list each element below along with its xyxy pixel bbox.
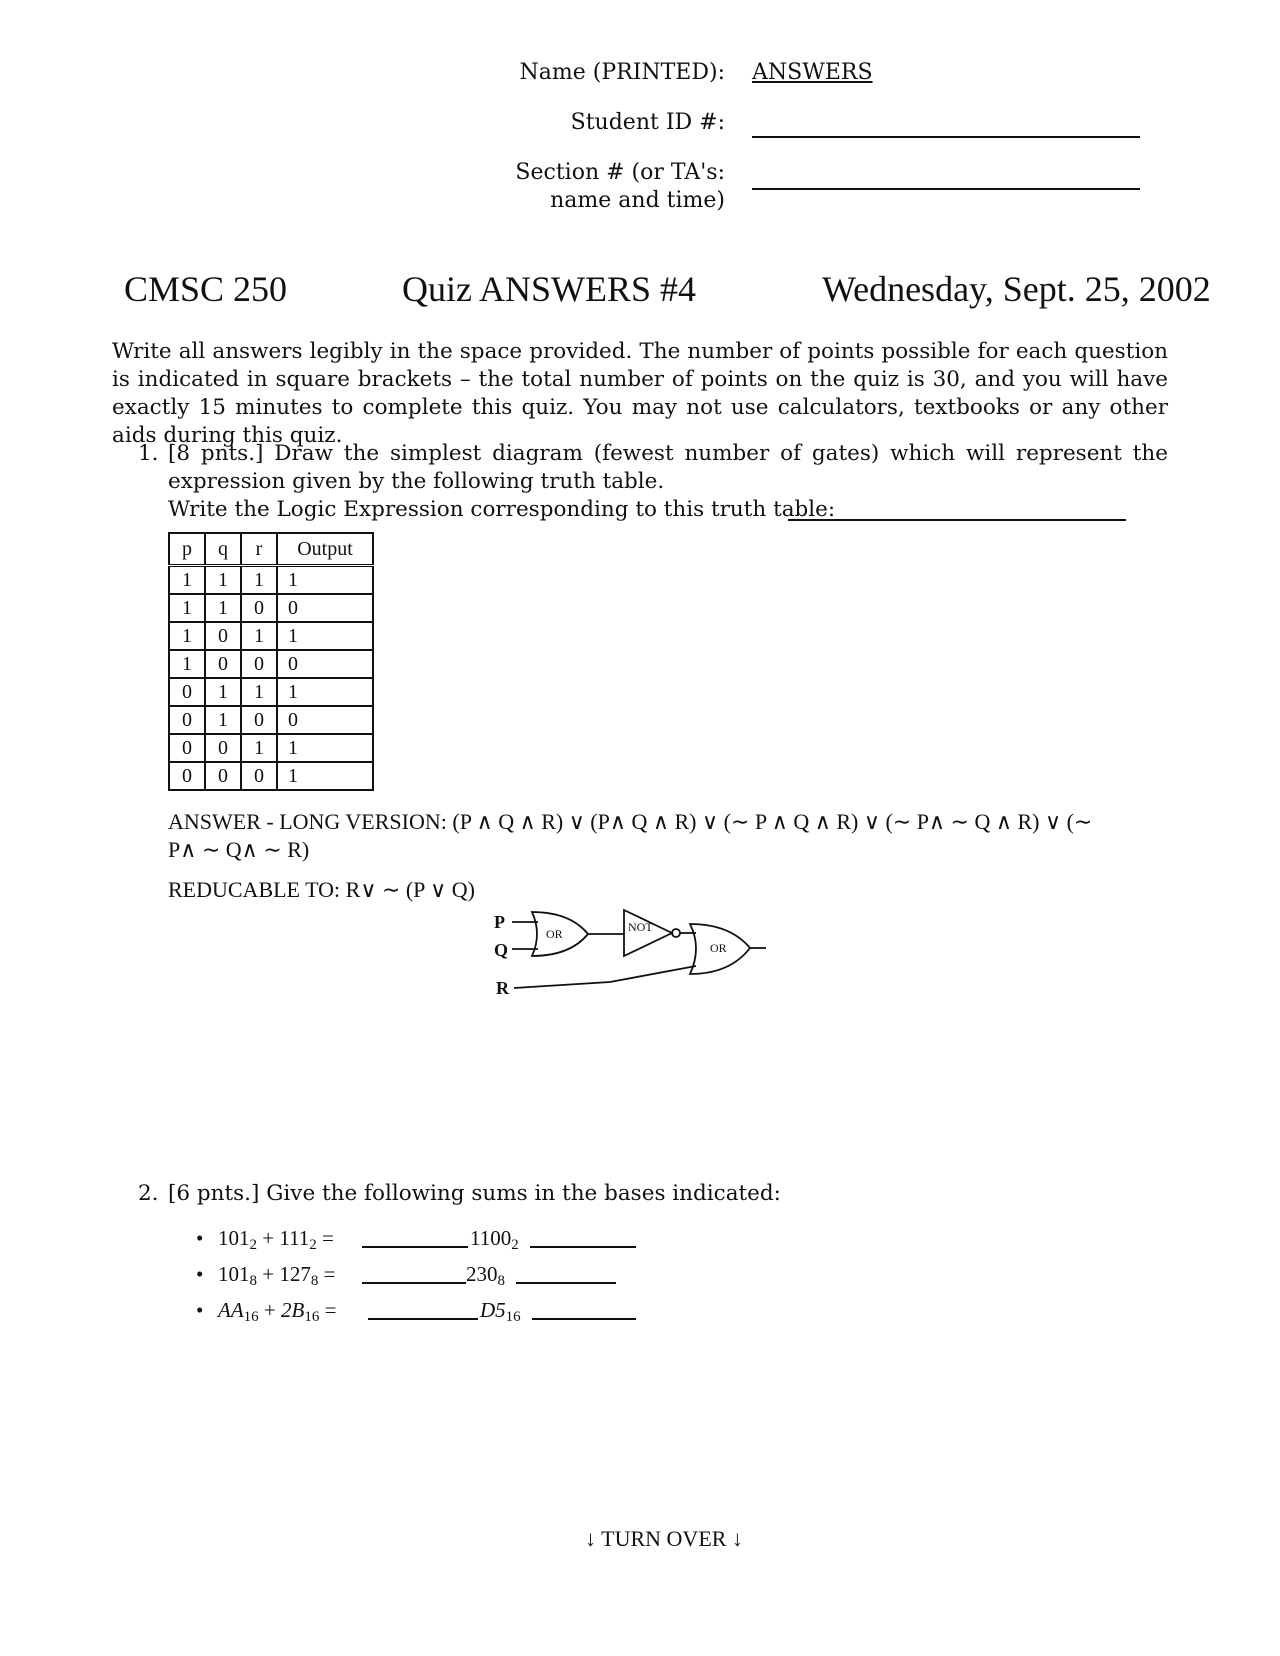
operand-a-base: 2: [249, 1237, 257, 1253]
cell: 1: [205, 678, 241, 706]
cell: 0: [205, 734, 241, 762]
input-q-label: Q: [494, 940, 509, 960]
gate2-label: NOT: [628, 920, 653, 934]
cell: 1: [277, 622, 373, 650]
operator: +: [262, 1226, 275, 1250]
operand-a: 101: [218, 1226, 250, 1250]
answer-base: 8: [497, 1273, 505, 1289]
cell: 0: [205, 622, 241, 650]
q2-number: 2.: [138, 1181, 159, 1206]
equals: =: [323, 1262, 336, 1286]
input-p-label: P: [494, 912, 505, 932]
cell: 0: [241, 650, 277, 678]
operand-a-base: 8: [249, 1273, 257, 1289]
header-output: Output: [277, 533, 373, 566]
instructions: Write all answers legibly in the space provided. The number of points possible for each question is indicated in square brackets – the total number of points on the quiz is 30, and you will have exactly 15 minutes to complete this quiz. You may not use calculators, textbooks or any other aids during this quiz.: [112, 339, 1168, 448]
cell: 1: [241, 678, 277, 706]
logic-diagram: [490, 904, 770, 1004]
cell: 0: [205, 650, 241, 678]
student-id-field[interactable]: [752, 110, 1140, 138]
cell: 0: [169, 734, 205, 762]
table-row: [169, 678, 373, 706]
answer-blank-left: [368, 1298, 478, 1320]
answer-blank-right: [516, 1262, 616, 1284]
section-label-line1: Section # (or TA's:: [515, 160, 725, 185]
cell: 1: [277, 762, 373, 790]
cell: 0: [277, 706, 373, 734]
cell: 0: [169, 762, 205, 790]
operand-b: 111: [279, 1226, 310, 1250]
header-p: p: [169, 533, 205, 566]
list-item: [196, 1262, 676, 1298]
header-r: r: [241, 533, 277, 566]
cell: 1: [241, 566, 277, 595]
turn-over-footer: ↓ TURN OVER ↓: [585, 1526, 743, 1551]
answer-value: 1100: [470, 1226, 512, 1250]
answer-base: 2: [511, 1237, 519, 1253]
quiz-title: Quiz ANSWERS #4: [402, 269, 697, 309]
truth-table-header: [169, 533, 373, 566]
answer-long-line2: P∧ ∼ Q∧ ∼ R): [168, 837, 310, 862]
name-value: ANSWERS: [752, 60, 873, 85]
table-row: [169, 566, 373, 595]
cell: 0: [277, 594, 373, 622]
course-title: CMSC 250: [124, 269, 288, 309]
cell: 0: [241, 594, 277, 622]
bullet: •: [196, 1226, 204, 1250]
cell: 0: [169, 706, 205, 734]
table-row: [169, 706, 373, 734]
answer-blank-left: [362, 1262, 466, 1284]
answer-blank-right: [530, 1226, 636, 1248]
cell: 0: [241, 762, 277, 790]
equals: =: [322, 1226, 334, 1250]
operand-b: 2B: [281, 1298, 305, 1322]
q1-prompt: Write the Logic Expression corresponding to this truth table:: [168, 497, 836, 522]
bullet: •: [196, 1262, 204, 1286]
sums-list: [196, 1226, 676, 1334]
operand-b: 127: [279, 1262, 311, 1286]
list-item: [196, 1298, 676, 1334]
q1-text: [8 pnts.] Draw the simplest diagram (fewest number of gates) which will represent the expression given by the following truth table.: [168, 441, 1168, 494]
section-label-line2: name and time): [550, 188, 725, 213]
cell: 1: [241, 622, 277, 650]
answer-base: 16: [505, 1309, 521, 1325]
truth-table: [168, 532, 374, 791]
wire-r: [514, 966, 696, 988]
operand-a: 101: [218, 1262, 250, 1286]
q2-text: [6 pnts.] Give the following sums in the bases indicated:: [168, 1181, 781, 1206]
bullet: •: [196, 1298, 204, 1322]
table-row: [169, 762, 373, 790]
cell: 1: [169, 650, 205, 678]
answer-long-line1: ANSWER - LONG VERSION: (P ∧ Q ∧ R) ∨ (P∧ Q ∧ R) ∨ (∼ P ∧ Q ∧ R) ∨ (∼ P∧ ∼ Q ∧ R) ∨ (∼: [168, 809, 1093, 834]
cell: 1: [169, 566, 205, 595]
cell: 0: [205, 762, 241, 790]
cell: 1: [169, 594, 205, 622]
table-row: [169, 650, 373, 678]
cell: 1: [169, 622, 205, 650]
answer-blank-left: [362, 1226, 468, 1248]
operand-a-base: 16: [243, 1309, 259, 1325]
list-item: [196, 1226, 676, 1262]
operand-b-base: 8: [310, 1273, 319, 1289]
cell: 0: [169, 678, 205, 706]
section-field[interactable]: [752, 162, 1140, 190]
cell: 1: [205, 566, 241, 595]
operand-a: AA: [218, 1298, 244, 1322]
cell: 1: [277, 678, 373, 706]
name-label: Name (PRINTED):: [519, 60, 725, 85]
table-row: [169, 734, 373, 762]
q1-number: 1.: [138, 441, 159, 466]
operator: +: [262, 1262, 275, 1286]
answer-blank-right: [532, 1298, 636, 1320]
table-row: [169, 594, 373, 622]
cell: 0: [241, 706, 277, 734]
answer-value: D5: [480, 1298, 506, 1322]
cell: 1: [241, 734, 277, 762]
student-id-label: Student ID #:: [570, 110, 725, 135]
quiz-date: Wednesday, Sept. 25, 2002: [822, 269, 1211, 309]
operator: +: [263, 1298, 276, 1322]
header-q: q: [205, 533, 241, 566]
operand-b-base: 16: [304, 1309, 320, 1325]
operand-b-base: 2: [309, 1237, 317, 1253]
cell: 0: [277, 650, 373, 678]
answer-reducible: REDUCABLE TO: R∨ ∼ (P ∨ Q): [168, 877, 475, 902]
cell: 1: [205, 706, 241, 734]
answer-value: 230: [466, 1262, 498, 1286]
input-r-label: R: [496, 978, 509, 998]
table-row: [169, 622, 373, 650]
cell: 1: [205, 594, 241, 622]
gate1-label: OR: [546, 927, 563, 941]
gate3-label: OR: [710, 941, 727, 955]
q1-expression-field[interactable]: [788, 496, 1126, 521]
cell: 1: [277, 734, 373, 762]
cell: 1: [277, 566, 373, 595]
equals: =: [324, 1298, 337, 1322]
